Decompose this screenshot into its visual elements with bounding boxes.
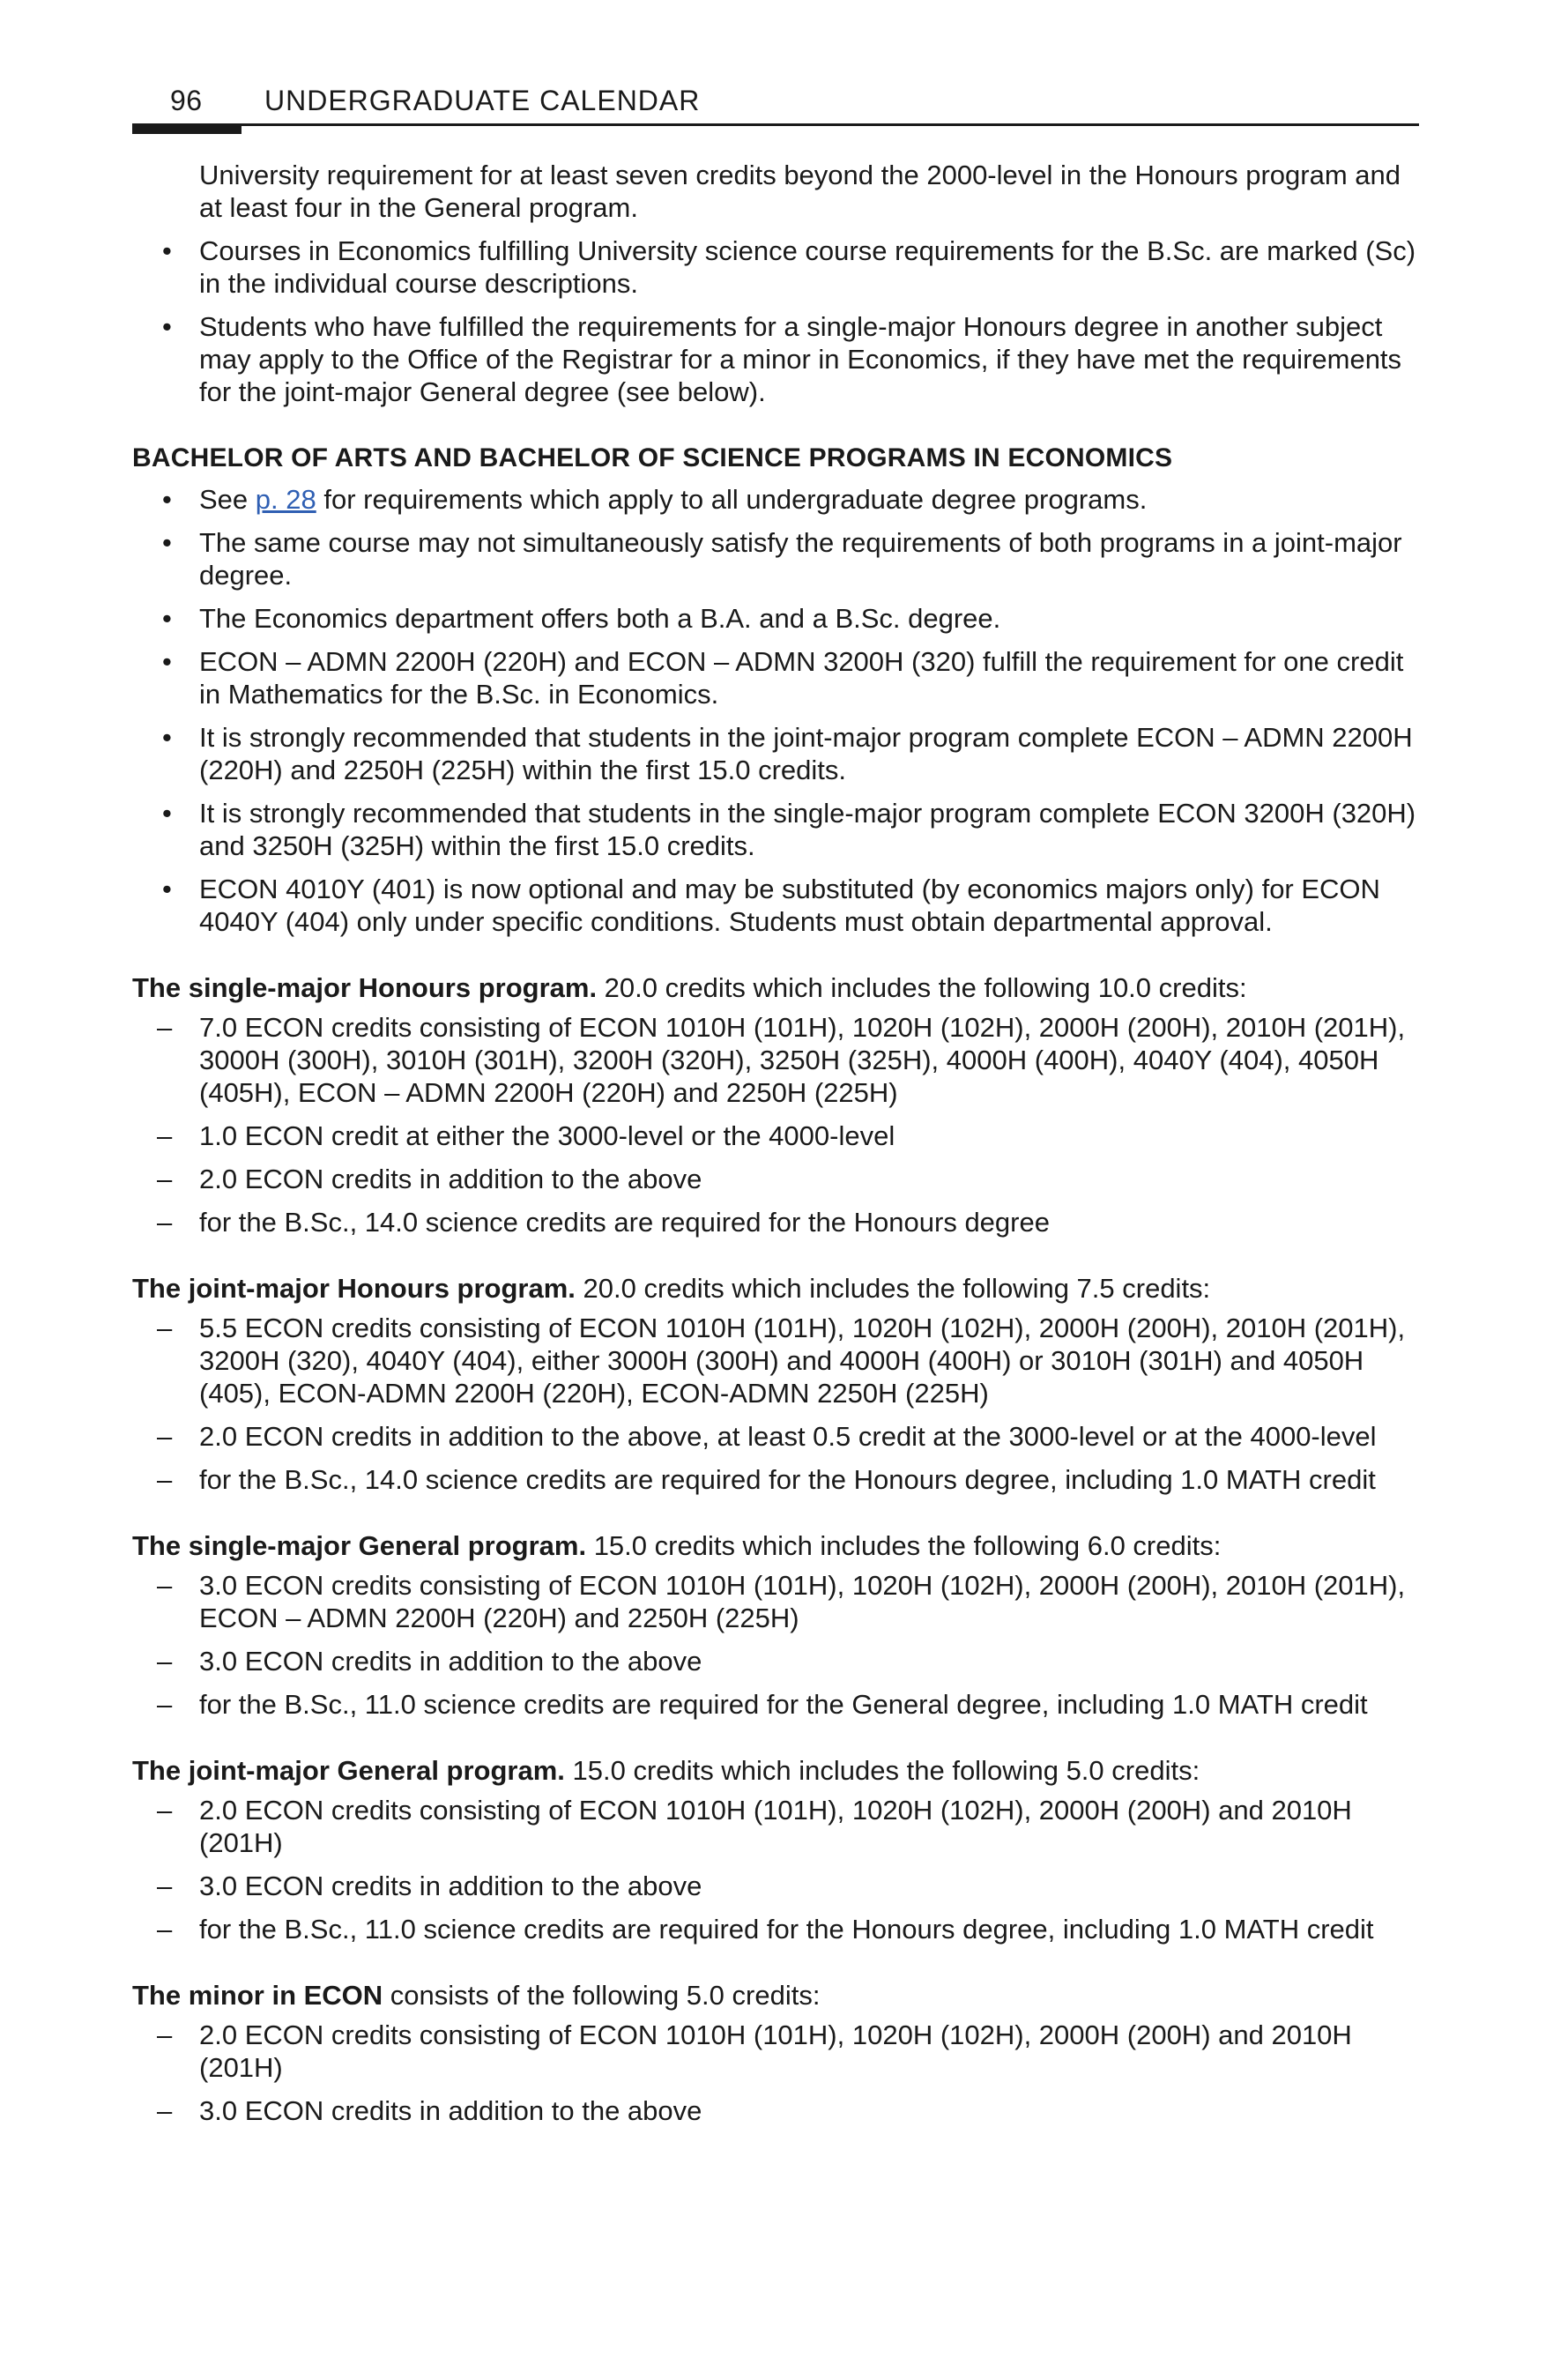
requirement-text: 2.0 ECON credits consisting of ECON 1010H (101H), 1020H (102H), 2000H (200H) and 2010H (201H) [199,1795,1352,1858]
program-title: The joint-major General program. [132,1755,565,1786]
continued-paragraph: University requirement for at least seven credits beyond the 2000-level in the Honours program and at least four in the General program. [199,160,1401,223]
requirement-text: 3.0 ECON credits consisting of ECON 1010H (101H), 1020H (102H), 2000H (200H), 2010H (201H), ECON – ADMN 2200H (220H) and 2250H (225H) [199,1570,1406,1633]
requirement-text: for the B.Sc., 11.0 science credits are required for the Honours degree, including 1.0 MATH credit [199,1914,1374,1945]
dash-marker: – [157,2095,173,2126]
requirement-text: 7.0 ECON credits consisting of ECON 1010H (101H), 1020H (102H), 2000H (200H), 2010H (201H), 3000H (300H), 3010H (301H), 3200H (320H), 3250H (325H), 4000H (400H), 4040Y (404), 4050H (405H), ECON – ADMN 2200H (220H) and 2250H (225H) [199,1012,1406,1108]
bullet-marker: • [162,722,172,753]
program-joint-major-honours [132,1272,1419,1305]
list-item [132,1569,1419,1634]
requirement-text: 3.0 ECON credits in addition to the above [199,2095,702,2126]
dash-marker: – [157,1313,173,1343]
page-content [132,159,1419,2138]
requirement-text: 2.0 ECON credits in addition to the above [199,1164,702,1194]
dash-marker: – [157,1207,173,1238]
program-requirements-list [132,1011,1419,1238]
program-requirements-list [132,1312,1419,1496]
bullet-text: Courses in Economics fulfilling University science course requirements for the B.Sc. are marked (Sc) in the individual course descriptions. [199,235,1416,299]
list-item [132,1688,1419,1721]
list-item [132,645,1419,710]
list-item [132,1913,1419,1945]
list-item [132,483,1419,516]
bullet-text: Students who have fulfilled the requirements for a single-major Honours degree in another subject may apply to the Office of the Registrar for a minor in Economics, if they have met the requirements for the joint-major General degree (see below). [199,311,1402,407]
requirement-text: 2.0 ECON credits in addition to the above, at least 0.5 credit at the 3000-level or at the 4000-level [199,1421,1377,1452]
requirement-text: 2.0 ECON credits consisting of ECON 1010H (101H), 1020H (102H), 2000H (200H) and 2010H (201H) [199,2019,1352,2083]
bullet-text: It is strongly recommended that students in the joint-major program complete ECON – ADMN 2200H (220H) and 2250H (225H) within the first 15.0 credits. [199,722,1413,785]
list-item [132,2094,1419,2127]
dash-marker: – [157,1012,173,1043]
dash-marker: – [157,1421,173,1452]
program-minor-econ [132,1979,1419,2012]
bullet-marker: • [162,874,172,904]
list-item [132,526,1419,591]
program-description: 15.0 credits which includes the following 6.0 credits: [586,1530,1222,1561]
program-title: The minor in ECON [132,1980,383,2011]
list-item [132,234,1419,300]
program-single-major-general [132,1529,1419,1562]
list-item [132,1794,1419,1859]
requirement-text: 3.0 ECON credits in addition to the above [199,1871,702,1901]
dash-marker: – [157,1689,173,1720]
requirement-text: 3.0 ECON credits in addition to the above [199,1646,702,1677]
program-description: 20.0 credits which includes the following 10.0 credits: [597,972,1247,1003]
bullet-text-before: See [199,484,256,515]
page-number: 96 [170,85,203,116]
program-requirements-list [132,1569,1419,1721]
requirement-text: for the B.Sc., 14.0 science credits are required for the Honours degree, including 1.0 MATH credit [199,1464,1376,1495]
bullet-marker: • [162,311,172,342]
bullet-text: ECON 4010Y (401) is now optional and may be substituted (by economics majors only) for ECON 4040Y (404) only under specific conditions. Students must obtain departmental approval. [199,874,1380,937]
list-item [132,1206,1419,1238]
program-description: consists of the following 5.0 credits: [383,1980,821,2011]
list-item [132,1463,1419,1496]
list-item [132,602,1419,635]
dash-marker: – [157,2019,173,2050]
running-title: UNDERGRADUATE CALENDAR [264,85,701,116]
dash-marker: – [157,1871,173,1901]
requirement-text: for the B.Sc., 14.0 science credits are required for the Honours degree [199,1207,1050,1238]
page-header [132,78,1419,130]
list-item [132,1163,1419,1195]
program-title: The single-major General program. [132,1530,587,1561]
section-bullet-list [132,483,1419,938]
bullet-text: It is strongly recommended that students in the single-major program complete ECON 3200H (320H) and 3250H (325H) within the first 15.0 credits. [199,798,1416,861]
bullet-marker: • [162,798,172,829]
list-item [132,1870,1419,1902]
requirement-text: 1.0 ECON credit at either the 3000-level or the 4000-level [199,1120,895,1151]
list-item [132,797,1419,862]
dash-marker: – [157,1914,173,1945]
list-item [132,1011,1419,1109]
bullet-text: ECON – ADMN 2200H (220H) and ECON – ADMN 3200H (320) fulfill the requirement for one credit in Mathematics for the B.Sc. in Economics. [199,646,1404,710]
program-joint-major-general [132,1754,1419,1787]
intro-bullet-list [132,234,1419,408]
list-item [132,2019,1419,2084]
list-item [132,721,1419,786]
bullet-marker: • [162,235,172,266]
program-requirements-list [132,2019,1419,2127]
list-item [132,1312,1419,1409]
dash-marker: – [157,1570,173,1601]
requirement-text: for the B.Sc., 11.0 science credits are required for the General degree, including 1.0 MATH credit [199,1689,1368,1720]
program-requirements-list [132,1794,1419,1945]
list-item [132,1119,1419,1152]
list-item [132,310,1419,408]
dash-marker: – [157,1464,173,1495]
program-description: 20.0 credits which includes the following 7.5 credits: [575,1273,1211,1304]
bullet-marker: • [162,646,172,677]
requirement-text: 5.5 ECON credits consisting of ECON 1010H (101H), 1020H (102H), 2000H (200H), 2010H (201H), 3200H (320), 4040Y (404), either 3000H (300H) and 4000H (400H) or 3010H (301H) and 4050H (405), ECON-ADMN 2200H (220H), ECON-ADMN 2250H (225H) [199,1313,1406,1409]
section-heading: BACHELOR OF ARTS AND BACHELOR OF SCIENCE PROGRAMS IN ECONOMICS [132,443,1173,472]
bullet-text-after: for requirements which apply to all undergraduate degree programs. [316,484,1148,515]
bullet-marker: • [162,484,172,515]
program-description: 15.0 credits which includes the following 5.0 credits: [564,1755,1200,1786]
program-single-major-honours [132,971,1419,1004]
dash-marker: – [157,1164,173,1194]
list-item [132,1420,1419,1453]
dash-marker: – [157,1120,173,1151]
bullet-text: The same course may not simultaneously satisfy the requirements of both programs in a joint-major degree. [199,527,1402,591]
bullet-marker: • [162,603,172,634]
dash-marker: – [157,1646,173,1677]
program-title: The single-major Honours program. [132,972,598,1003]
program-title: The joint-major Honours program. [132,1273,576,1304]
list-item [132,873,1419,938]
bullet-text: The Economics department offers both a B.A. and a B.Sc. degree. [199,603,1001,634]
page-reference-link[interactable]: p. 28 [255,484,316,515]
bullet-marker: • [162,527,172,558]
header-bar [132,123,241,134]
header-rule [132,123,1419,126]
list-item [132,1645,1419,1677]
dash-marker: – [157,1795,173,1826]
